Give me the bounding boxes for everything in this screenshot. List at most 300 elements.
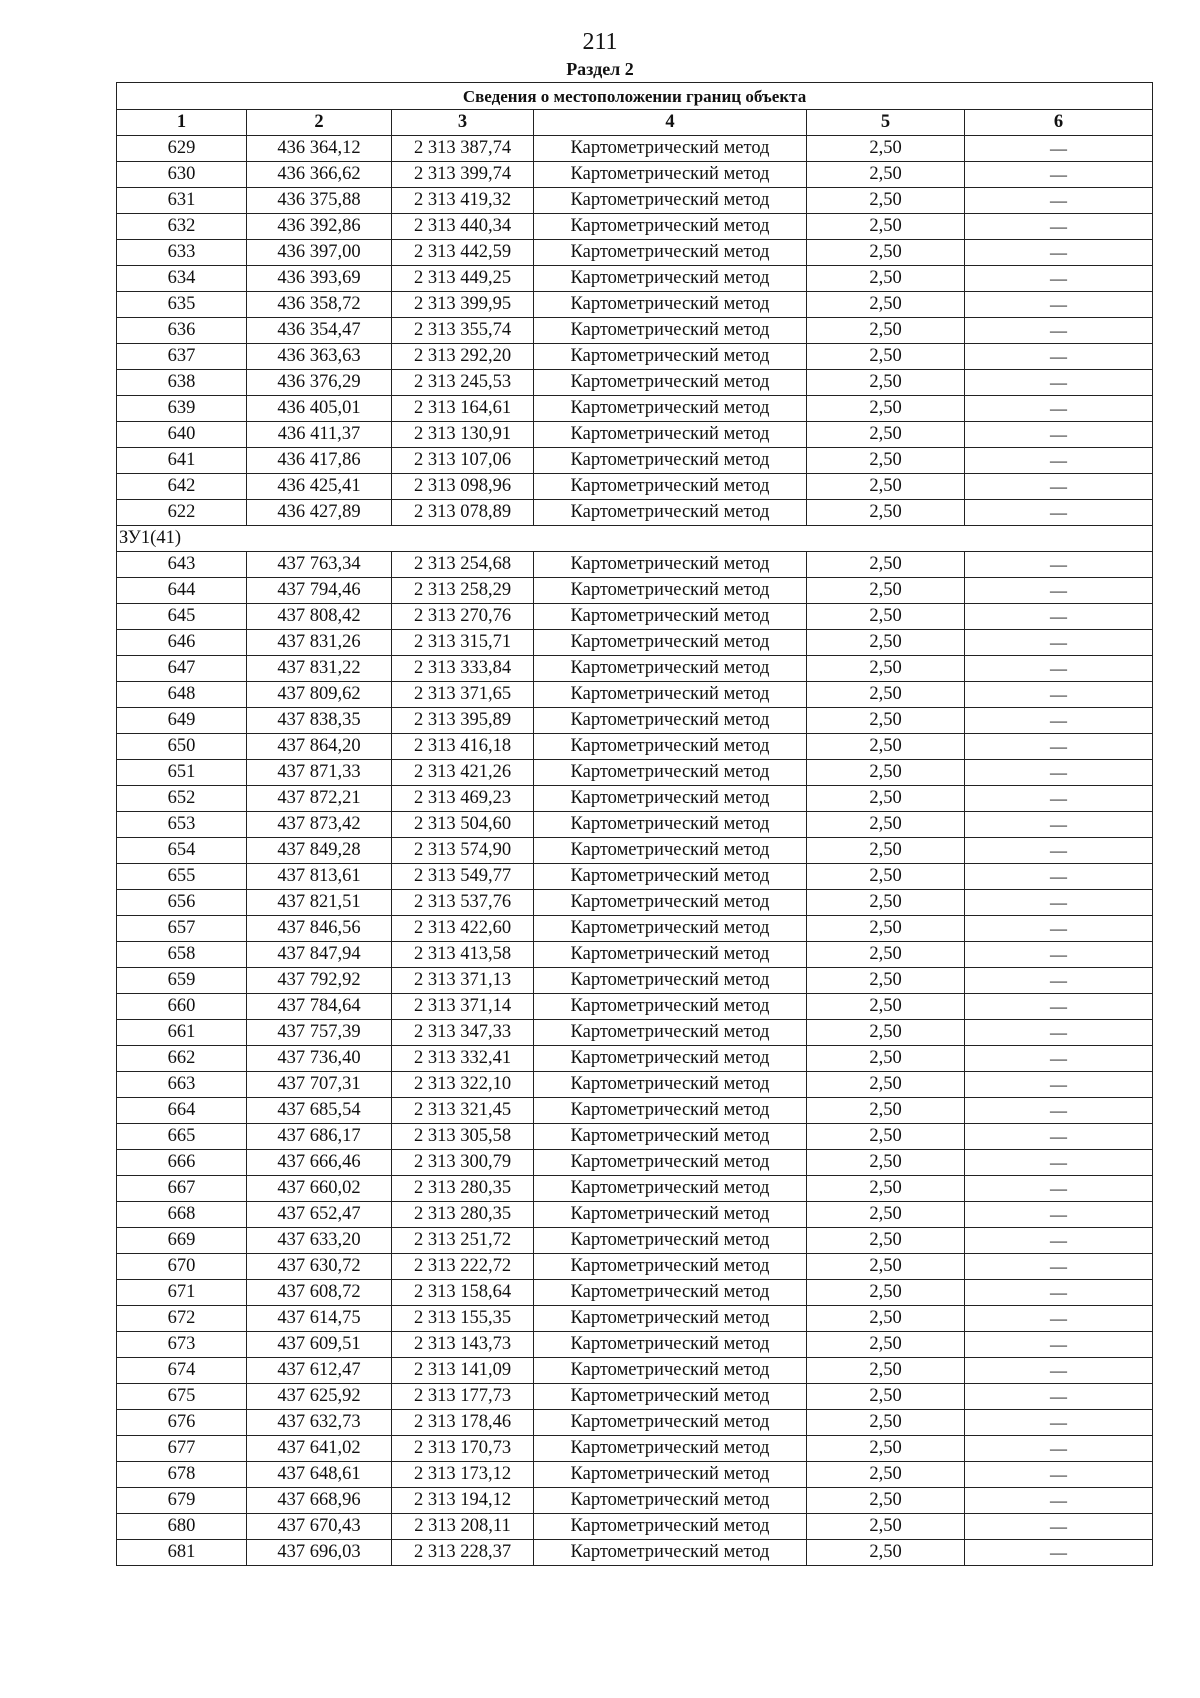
table-row [117,448,1153,474]
x-coordinate-cell: 436 427,89 [247,500,392,526]
y-coordinate-cell: 2 313 292,20 [392,344,534,370]
column-header: 5 [807,110,965,136]
table-row [117,760,1153,786]
y-coordinate-cell: 2 313 270,76 [392,604,534,630]
accuracy-cell: 2,50 [807,864,965,890]
x-coordinate-cell: 436 366,62 [247,162,392,188]
x-coordinate-cell: 437 641,02 [247,1436,392,1462]
method-cell: Картометрический метод [534,1514,807,1540]
column-header: 4 [534,110,807,136]
description-cell: — [965,942,1153,968]
table-row [117,136,1153,162]
method-cell: Картометрический метод [534,474,807,500]
accuracy-cell: 2,50 [807,344,965,370]
y-coordinate-cell: 2 313 258,29 [392,578,534,604]
y-coordinate-cell: 2 313 300,79 [392,1150,534,1176]
x-coordinate-cell: 437 686,17 [247,1124,392,1150]
x-coordinate-cell: 436 393,69 [247,266,392,292]
point-number-cell: 662 [117,1046,247,1072]
method-cell: Картометрический метод [534,1410,807,1436]
table-row [117,864,1153,890]
description-cell: — [965,1098,1153,1124]
accuracy-cell: 2,50 [807,1358,965,1384]
x-coordinate-cell: 437 670,43 [247,1514,392,1540]
description-cell: — [965,708,1153,734]
method-cell: Картометрический метод [534,1124,807,1150]
x-coordinate-cell: 437 696,03 [247,1540,392,1566]
column-header: 1 [117,110,247,136]
point-number-cell: 659 [117,968,247,994]
method-cell: Картометрический метод [534,604,807,630]
y-coordinate-cell: 2 313 387,74 [392,136,534,162]
description-cell: — [965,916,1153,942]
point-number-cell: 622 [117,500,247,526]
y-coordinate-cell: 2 313 177,73 [392,1384,534,1410]
point-number-cell: 678 [117,1462,247,1488]
x-coordinate-cell: 436 417,86 [247,448,392,474]
table-row [117,734,1153,760]
method-cell: Картометрический метод [534,214,807,240]
method-cell: Картометрический метод [534,1488,807,1514]
accuracy-cell: 2,50 [807,1020,965,1046]
point-number-cell: 667 [117,1176,247,1202]
table-row [117,1462,1153,1488]
y-coordinate-cell: 2 313 315,71 [392,630,534,656]
description-cell: — [965,864,1153,890]
accuracy-cell: 2,50 [807,760,965,786]
method-cell: Картометрический метод [534,318,807,344]
accuracy-cell: 2,50 [807,708,965,734]
point-number-cell: 679 [117,1488,247,1514]
accuracy-cell: 2,50 [807,136,965,162]
x-coordinate-cell: 437 736,40 [247,1046,392,1072]
point-number-cell: 648 [117,682,247,708]
point-number-cell: 629 [117,136,247,162]
point-number-cell: 658 [117,942,247,968]
accuracy-cell: 2,50 [807,162,965,188]
table-row [117,604,1153,630]
table-body [117,136,1153,1566]
method-cell: Картометрический метод [534,1332,807,1358]
y-coordinate-cell: 2 313 399,74 [392,162,534,188]
method-cell: Картометрический метод [534,240,807,266]
x-coordinate-cell: 437 864,20 [247,734,392,760]
point-number-cell: 631 [117,188,247,214]
method-cell: Картометрический метод [534,1176,807,1202]
table-row [117,162,1153,188]
point-number-cell: 657 [117,916,247,942]
point-number-cell: 654 [117,838,247,864]
y-coordinate-cell: 2 313 371,14 [392,994,534,1020]
column-header: 2 [247,110,392,136]
table-row [117,500,1153,526]
description-cell: — [965,994,1153,1020]
method-cell: Картометрический метод [534,812,807,838]
accuracy-cell: 2,50 [807,994,965,1020]
x-coordinate-cell: 437 666,46 [247,1150,392,1176]
x-coordinate-cell: 437 685,54 [247,1098,392,1124]
accuracy-cell: 2,50 [807,1228,965,1254]
x-coordinate-cell: 437 612,47 [247,1358,392,1384]
description-cell: — [965,760,1153,786]
table-row [117,1358,1153,1384]
description-cell: — [965,1046,1153,1072]
x-coordinate-cell: 437 763,34 [247,552,392,578]
method-cell: Картометрический метод [534,500,807,526]
description-cell: — [965,1540,1153,1566]
method-cell: Картометрический метод [534,1150,807,1176]
y-coordinate-cell: 2 313 222,72 [392,1254,534,1280]
point-number-cell: 645 [117,604,247,630]
table-row [117,1514,1153,1540]
y-coordinate-cell: 2 313 413,58 [392,942,534,968]
accuracy-cell: 2,50 [807,396,965,422]
method-cell: Картометрический метод [534,1462,807,1488]
point-number-cell: 671 [117,1280,247,1306]
x-coordinate-cell: 437 632,73 [247,1410,392,1436]
table-row [117,708,1153,734]
description-cell: — [965,890,1153,916]
accuracy-cell: 2,50 [807,214,965,240]
accuracy-cell: 2,50 [807,890,965,916]
y-coordinate-cell: 2 313 537,76 [392,890,534,916]
y-coordinate-cell: 2 313 280,35 [392,1202,534,1228]
description-cell: — [965,188,1153,214]
point-number-cell: 666 [117,1150,247,1176]
description-cell: — [965,838,1153,864]
x-coordinate-cell: 436 411,37 [247,422,392,448]
x-coordinate-cell: 436 425,41 [247,474,392,500]
description-cell: — [965,162,1153,188]
y-coordinate-cell: 2 313 399,95 [392,292,534,318]
x-coordinate-cell: 436 375,88 [247,188,392,214]
description-cell: — [965,1488,1153,1514]
accuracy-cell: 2,50 [807,266,965,292]
table-row [117,1280,1153,1306]
table-row [117,838,1153,864]
description-cell: — [965,1202,1153,1228]
point-number-cell: 633 [117,240,247,266]
y-coordinate-cell: 2 313 173,12 [392,1462,534,1488]
table-row [117,552,1153,578]
method-cell: Картометрический метод [534,448,807,474]
x-coordinate-cell: 437 831,26 [247,630,392,656]
description-cell: — [965,214,1153,240]
point-number-cell: 665 [117,1124,247,1150]
point-number-cell: 663 [117,1072,247,1098]
accuracy-cell: 2,50 [807,1462,965,1488]
y-coordinate-cell: 2 313 130,91 [392,422,534,448]
y-coordinate-cell: 2 313 178,46 [392,1410,534,1436]
accuracy-cell: 2,50 [807,1124,965,1150]
table-row [117,1228,1153,1254]
y-coordinate-cell: 2 313 442,59 [392,240,534,266]
point-number-cell: 653 [117,812,247,838]
table-row [117,1176,1153,1202]
point-number-cell: 640 [117,422,247,448]
description-cell: — [965,786,1153,812]
method-cell: Картометрический метод [534,760,807,786]
description-cell: — [965,682,1153,708]
table-group-row [117,526,1153,552]
y-coordinate-cell: 2 313 574,90 [392,838,534,864]
method-cell: Картометрический метод [534,162,807,188]
table-row [117,1046,1153,1072]
x-coordinate-cell: 437 630,72 [247,1254,392,1280]
y-coordinate-cell: 2 313 347,33 [392,1020,534,1046]
table-row [117,266,1153,292]
point-number-cell: 680 [117,1514,247,1540]
point-number-cell: 642 [117,474,247,500]
y-coordinate-cell: 2 313 371,65 [392,682,534,708]
table-row [117,630,1153,656]
description-cell: — [965,136,1153,162]
table-row [117,1072,1153,1098]
y-coordinate-cell: 2 313 333,84 [392,656,534,682]
description-cell: — [965,448,1153,474]
point-number-cell: 676 [117,1410,247,1436]
x-coordinate-cell: 437 633,20 [247,1228,392,1254]
x-coordinate-cell: 437 609,51 [247,1332,392,1358]
y-coordinate-cell: 2 313 078,89 [392,500,534,526]
x-coordinate-cell: 437 608,72 [247,1280,392,1306]
accuracy-cell: 2,50 [807,578,965,604]
table-row [117,344,1153,370]
description-cell: — [965,318,1153,344]
method-cell: Картометрический метод [534,136,807,162]
x-coordinate-cell: 436 376,29 [247,370,392,396]
method-cell: Картометрический метод [534,1358,807,1384]
description-cell: — [965,604,1153,630]
method-cell: Картометрический метод [534,1436,807,1462]
y-coordinate-cell: 2 313 449,25 [392,266,534,292]
method-cell: Картометрический метод [534,916,807,942]
point-number-cell: 641 [117,448,247,474]
point-number-cell: 639 [117,396,247,422]
x-coordinate-cell: 437 668,96 [247,1488,392,1514]
table-caption: Сведения о местоположении границ объекта [117,83,1153,110]
method-cell: Картометрический метод [534,422,807,448]
x-coordinate-cell: 437 707,31 [247,1072,392,1098]
accuracy-cell: 2,50 [807,1280,965,1306]
accuracy-cell: 2,50 [807,1306,965,1332]
method-cell: Картометрический метод [534,864,807,890]
method-cell: Картометрический метод [534,1306,807,1332]
accuracy-cell: 2,50 [807,1410,965,1436]
accuracy-cell: 2,50 [807,422,965,448]
table-row [117,188,1153,214]
method-cell: Картометрический метод [534,1098,807,1124]
point-number-cell: 656 [117,890,247,916]
column-header-row [117,110,1153,136]
table-caption-row [117,83,1153,110]
method-cell: Картометрический метод [534,630,807,656]
description-cell: — [965,1462,1153,1488]
point-number-cell: 677 [117,1436,247,1462]
method-cell: Картометрический метод [534,1046,807,1072]
y-coordinate-cell: 2 313 422,60 [392,916,534,942]
description-cell: — [965,1514,1153,1540]
page-number: 211 [582,29,618,55]
table-row [117,786,1153,812]
method-cell: Картометрический метод [534,682,807,708]
table-row [117,1332,1153,1358]
y-coordinate-cell: 2 313 107,06 [392,448,534,474]
accuracy-cell: 2,50 [807,1436,965,1462]
method-cell: Картометрический метод [534,994,807,1020]
y-coordinate-cell: 2 313 549,77 [392,864,534,890]
accuracy-cell: 2,50 [807,942,965,968]
x-coordinate-cell: 437 821,51 [247,890,392,916]
method-cell: Картометрический метод [534,786,807,812]
description-cell: — [965,396,1153,422]
table-row [117,1488,1153,1514]
point-number-cell: 646 [117,630,247,656]
y-coordinate-cell: 2 313 355,74 [392,318,534,344]
y-coordinate-cell: 2 313 305,58 [392,1124,534,1150]
x-coordinate-cell: 436 392,86 [247,214,392,240]
accuracy-cell: 2,50 [807,682,965,708]
x-coordinate-cell: 436 405,01 [247,396,392,422]
x-coordinate-cell: 437 660,02 [247,1176,392,1202]
point-number-cell: 668 [117,1202,247,1228]
point-number-cell: 644 [117,578,247,604]
x-coordinate-cell: 437 849,28 [247,838,392,864]
point-number-cell: 655 [117,864,247,890]
x-coordinate-cell: 437 838,35 [247,708,392,734]
x-coordinate-cell: 437 831,22 [247,656,392,682]
method-cell: Картометрический метод [534,266,807,292]
x-coordinate-cell: 437 809,62 [247,682,392,708]
x-coordinate-cell: 437 872,21 [247,786,392,812]
table-header [117,83,1153,136]
description-cell: — [965,630,1153,656]
y-coordinate-cell: 2 313 421,26 [392,760,534,786]
table-row [117,812,1153,838]
accuracy-cell: 2,50 [807,630,965,656]
point-number-cell: 647 [117,656,247,682]
description-cell: — [965,1228,1153,1254]
column-header: 6 [965,110,1153,136]
accuracy-cell: 2,50 [807,240,965,266]
accuracy-cell: 2,50 [807,1046,965,1072]
accuracy-cell: 2,50 [807,188,965,214]
section-title: Раздел 2 [566,59,634,79]
accuracy-cell: 2,50 [807,474,965,500]
accuracy-cell: 2,50 [807,1202,965,1228]
accuracy-cell: 2,50 [807,1150,965,1176]
table-row [117,890,1153,916]
accuracy-cell: 2,50 [807,812,965,838]
point-number-cell: 643 [117,552,247,578]
y-coordinate-cell: 2 313 332,41 [392,1046,534,1072]
method-cell: Картометрический метод [534,708,807,734]
table-row [117,1202,1153,1228]
accuracy-cell: 2,50 [807,838,965,864]
y-coordinate-cell: 2 313 469,23 [392,786,534,812]
column-header: 3 [392,110,534,136]
x-coordinate-cell: 436 397,00 [247,240,392,266]
y-coordinate-cell: 2 313 158,64 [392,1280,534,1306]
accuracy-cell: 2,50 [807,1540,965,1566]
y-coordinate-cell: 2 313 416,18 [392,734,534,760]
point-number-cell: 636 [117,318,247,344]
x-coordinate-cell: 437 625,92 [247,1384,392,1410]
description-cell: — [965,1306,1153,1332]
point-number-cell: 660 [117,994,247,1020]
method-cell: Картометрический метод [534,1228,807,1254]
method-cell: Картометрический метод [534,656,807,682]
x-coordinate-cell: 437 652,47 [247,1202,392,1228]
table-row [117,240,1153,266]
y-coordinate-cell: 2 313 245,53 [392,370,534,396]
y-coordinate-cell: 2 313 228,37 [392,1540,534,1566]
x-coordinate-cell: 437 871,33 [247,760,392,786]
table-row [117,1020,1153,1046]
table-row [117,1150,1153,1176]
table-row [117,318,1153,344]
point-number-cell: 674 [117,1358,247,1384]
accuracy-cell: 2,50 [807,604,965,630]
point-number-cell: 672 [117,1306,247,1332]
x-coordinate-cell: 437 813,61 [247,864,392,890]
description-cell: — [965,1124,1153,1150]
accuracy-cell: 2,50 [807,1384,965,1410]
table-row [117,370,1153,396]
table-row [117,942,1153,968]
accuracy-cell: 2,50 [807,1176,965,1202]
method-cell: Картометрический метод [534,1072,807,1098]
y-coordinate-cell: 2 313 251,72 [392,1228,534,1254]
y-coordinate-cell: 2 313 170,73 [392,1436,534,1462]
description-cell: — [965,578,1153,604]
y-coordinate-cell: 2 313 419,32 [392,188,534,214]
point-number-cell: 634 [117,266,247,292]
point-number-cell: 670 [117,1254,247,1280]
accuracy-cell: 2,50 [807,1098,965,1124]
point-number-cell: 664 [117,1098,247,1124]
accuracy-cell: 2,50 [807,1254,965,1280]
point-number-cell: 650 [117,734,247,760]
table-row [117,1098,1153,1124]
y-coordinate-cell: 2 313 371,13 [392,968,534,994]
y-coordinate-cell: 2 313 321,45 [392,1098,534,1124]
accuracy-cell: 2,50 [807,1514,965,1540]
y-coordinate-cell: 2 313 098,96 [392,474,534,500]
y-coordinate-cell: 2 313 194,12 [392,1488,534,1514]
description-cell: — [965,968,1153,994]
description-cell: — [965,1410,1153,1436]
method-cell: Картометрический метод [534,1540,807,1566]
point-number-cell: 637 [117,344,247,370]
x-coordinate-cell: 437 808,42 [247,604,392,630]
method-cell: Картометрический метод [534,1254,807,1280]
y-coordinate-cell: 2 313 143,73 [392,1332,534,1358]
y-coordinate-cell: 2 313 504,60 [392,812,534,838]
description-cell: — [965,1072,1153,1098]
x-coordinate-cell: 437 757,39 [247,1020,392,1046]
method-cell: Картометрический метод [534,188,807,214]
boundary-coordinates-table [116,82,1153,1566]
point-number-cell: 661 [117,1020,247,1046]
description-cell: — [965,734,1153,760]
accuracy-cell: 2,50 [807,656,965,682]
table-row [117,1410,1153,1436]
table-row [117,1306,1153,1332]
table-row [117,968,1153,994]
y-coordinate-cell: 2 313 395,89 [392,708,534,734]
accuracy-cell: 2,50 [807,1072,965,1098]
